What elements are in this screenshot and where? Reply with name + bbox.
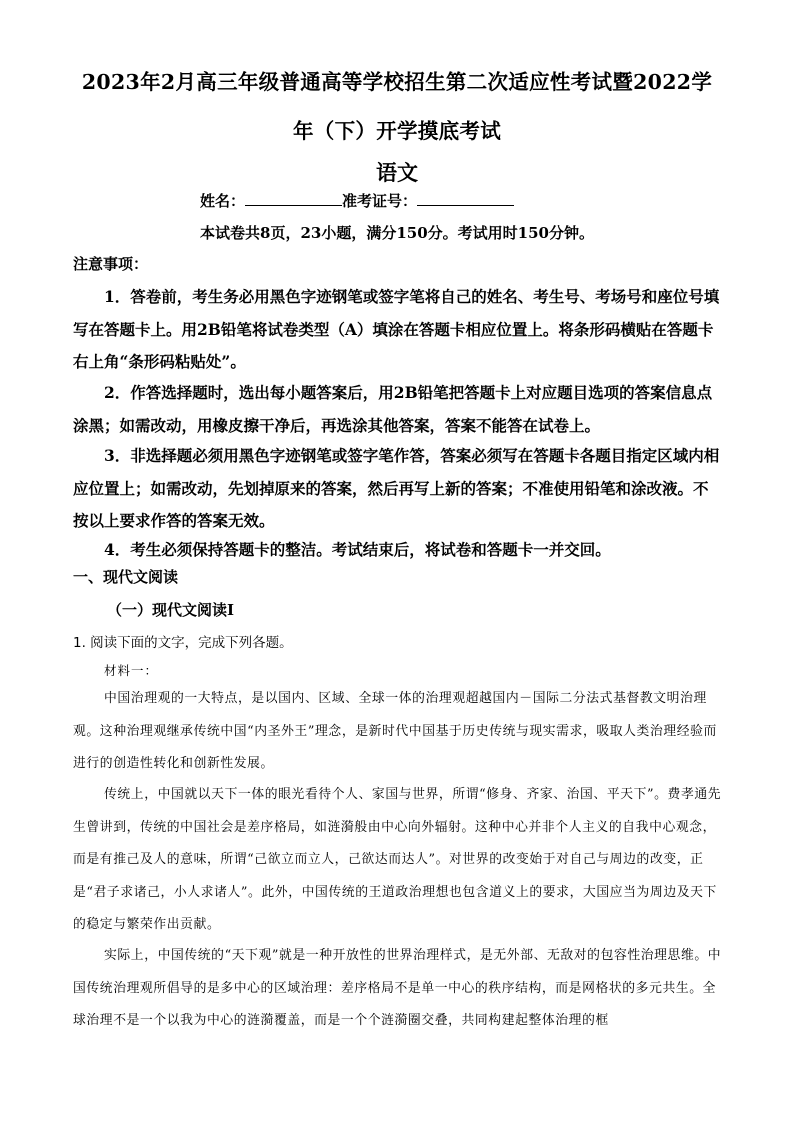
exam-info: 本试卷共8页，23小题，满分150分。考试用时150分钟。 (200, 224, 594, 242)
id-blank (417, 193, 514, 206)
material-paragraph-3: 实际上，中国传统的“天下观”就是一种开放性的世界治理样式，是无外部、无敌对的包容性治理思维。中国传统治理观所倡导的是多中心的区域治理：差序格局不是单一中心的秩序结构，而是网格状的多元共生。全球治理不是一个以我为中心的涟漪覆盖，而是一个个涟漪圈交叠，共同构建起整体治理的框 (73, 948, 722, 1028)
id-label: 准考证号： (342, 192, 418, 210)
name-blank (245, 193, 342, 206)
candidate-info-line (200, 190, 600, 211)
material-paragraph-2: 传统上，中国就以天下一体的眼光看待个人、家国与世界，所谓“修身、齐家、治国、平天下”。费孝通先生曾讲到，传统的中国社会是差序格局，如涟漪般由中心向外辐射。这种中心并非个人主义的自我中心观念，而是有推己及人的意味，所谓“己欲立而立人，己欲达而达人”。对世界的改变始于对自己与周边的改变，正是“君子求诸己，小人求诸人”。此外，中国传统的王道政治理想也包含道义上的要求，大国应当为周边及天下的稳定与繁荣作出贡献。 (73, 787, 722, 932)
notice-item-1: 1．答卷前，考生务必用黑色字迹钢笔或签字笔将自己的姓名、考生号、考场号和座位号填写在答题卡上。用2B铅笔将试卷类型（A）填涂在答题卡相应位置上。将条形码横贴在答题卡右上角“条形码粘贴处”。 (73, 287, 720, 371)
notice-item-3: 3．非选择题必须用黑色字迹钢笔或签字笔作答，答案必须写在答题卡各题目指定区域内相应位置上；如需改动，先划掉原来的答案，然后再写上新的答案；不准使用铅笔和涂改液。不按以上要求作答的答案无效。 (73, 446, 720, 530)
material-paragraph-1: 中国治理观的一大特点，是以国内、区域、全球一体的治理观超越国内－国际二分法式基督教文明治理观。这种治理观继承传统中国“内圣外王”理念，是新时代中国基于历史传统与现实需求，吸取人类治理经验而进行的创造性转化和创新性发展。 (73, 691, 717, 771)
notice-item-2: 2．作答选择题时，选出每小题答案后，用2B铅笔把答题卡上对应题目选项的答案信息点涂黑；如需改动，用橡皮擦干净后，再选涂其他答案，答案不能答在试卷上。 (73, 383, 713, 435)
exam-title-line-2: 年（下）开学摸底考试 (293, 119, 501, 143)
notice-item-4: 4．考生必须保持答题卡的整洁。考试结束后，将试卷和答题卡一并交回。 (104, 540, 611, 559)
subsection-title: （一）现代文阅读Ⅰ (107, 601, 235, 619)
subject-title: 语文 (376, 160, 418, 185)
question-1-prompt: 1. 阅读下面的文字，完成下列各题。 (73, 635, 293, 651)
material-label: 材料一： (104, 663, 159, 678)
section-title: 一、现代文阅读 (73, 568, 179, 586)
name-label: 姓名： (200, 192, 246, 210)
exam-title-line-1: 2023年2月高三年级普通高等学校招生第二次适应性考试暨2022学 (81, 70, 713, 94)
notice-heading: 注意事项： (73, 255, 149, 273)
